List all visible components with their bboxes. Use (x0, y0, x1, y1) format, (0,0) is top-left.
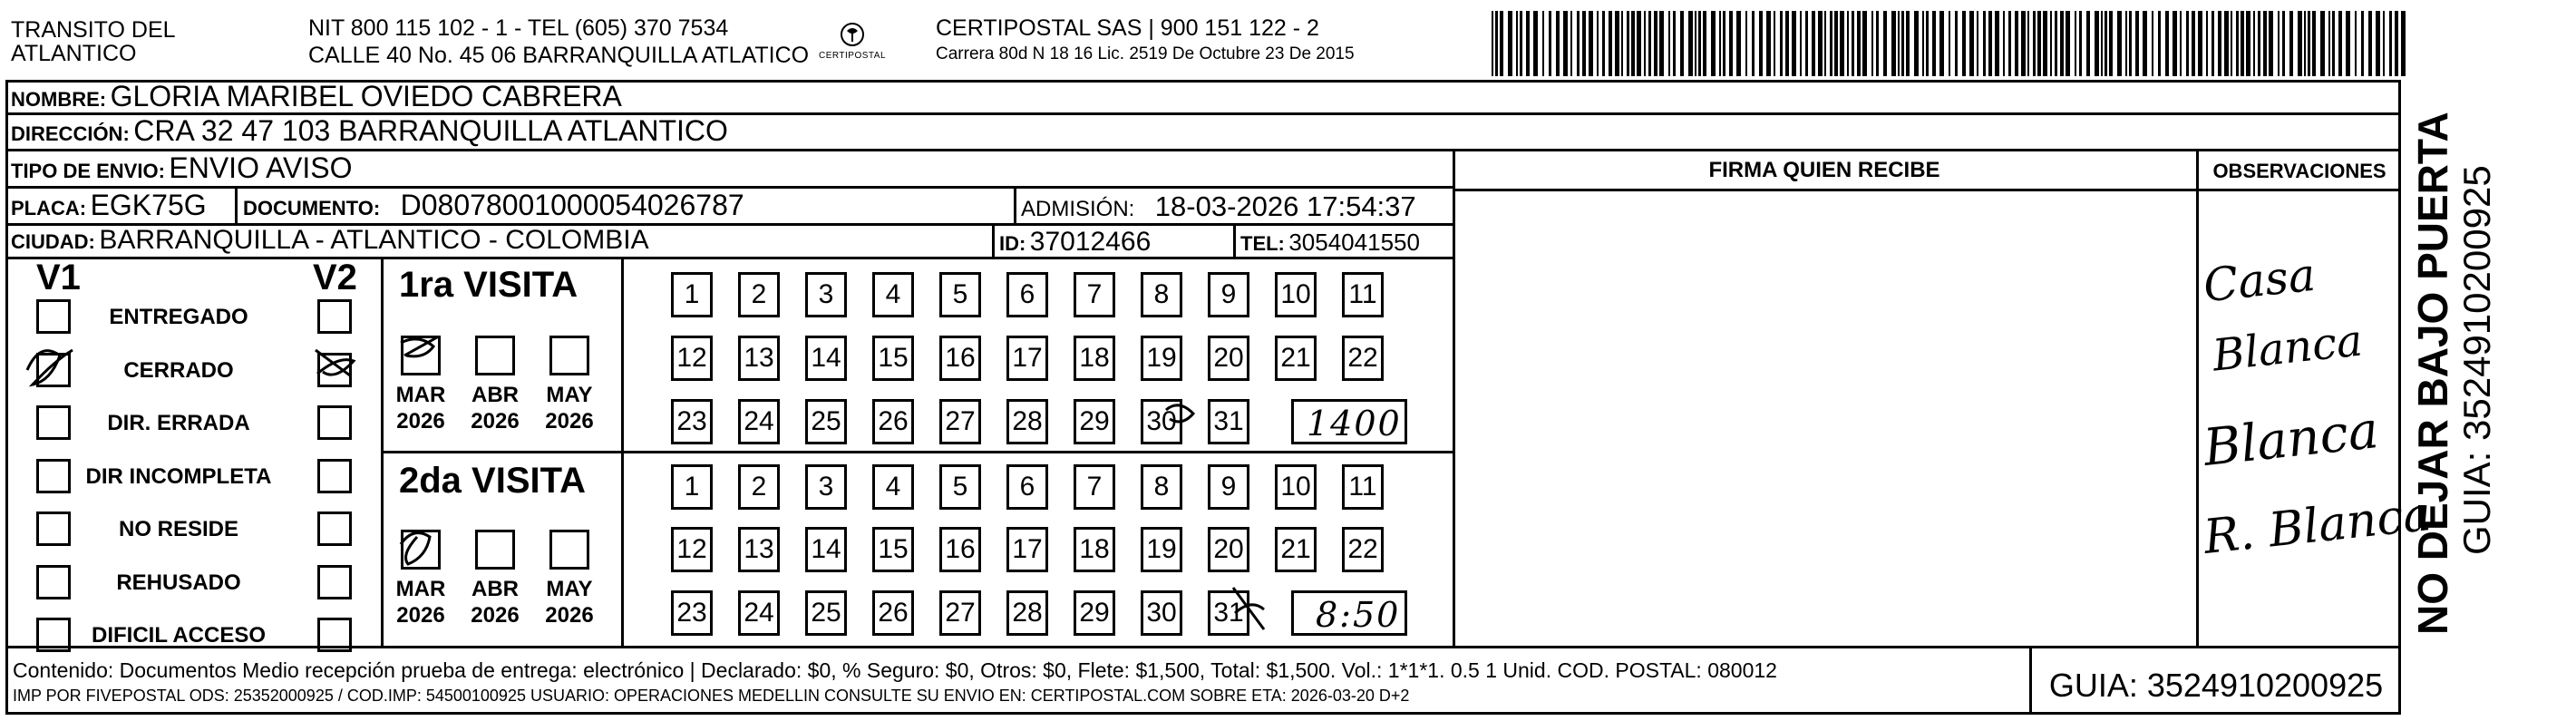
day-box[interactable]: 11 (1342, 272, 1384, 317)
license-line: Carrera 80d N 18 16 Lic. 2519 De Octubre 23 De 2015 (936, 44, 1355, 64)
day-box[interactable]: 17 (1006, 527, 1048, 572)
month-name: MAR (395, 383, 446, 407)
org-name-line1: TRANSITO DEL (11, 17, 176, 43)
day-box[interactable]: 3 (805, 272, 847, 317)
org-name-line2: ATLANTICO (11, 41, 137, 67)
reason-label: DIR INCOMPLETA (85, 463, 272, 489)
day-box[interactable]: 5 (939, 272, 981, 317)
reason-label: NO RESIDE (118, 517, 239, 541)
day-box[interactable]: 12 (671, 336, 713, 381)
day-box[interactable]: 6 (1006, 464, 1048, 510)
documento-value: D08078001000054026787 (400, 189, 744, 221)
observaciones-label: OBSERVACIONES (2212, 160, 2386, 182)
day-box[interactable]: 21 (1275, 527, 1317, 572)
reason-label: CERRADO (123, 357, 234, 383)
no-dejar-bajo-puerta: NO DEJAR BAJO PUERTA (2409, 112, 2456, 635)
day-box[interactable]: 25 (805, 590, 847, 636)
logo-text: CERTIPOSTAL (818, 51, 887, 61)
day-box[interactable]: 22 (1342, 336, 1384, 381)
month-name: ABR (471, 577, 519, 601)
day-box[interactable]: 24 (738, 590, 780, 636)
day-box[interactable]: 26 (872, 590, 914, 636)
day-box[interactable]: 16 (939, 527, 981, 572)
nombre-label: NOMBRE: (11, 88, 107, 111)
day-box[interactable]: 19 (1141, 527, 1182, 572)
day-box[interactable]: 18 (1074, 527, 1115, 572)
day-box[interactable]: 27 (939, 399, 981, 444)
reason-label: REHUSADO (116, 570, 241, 595)
admision-label: ADMISIÓN: (1021, 197, 1135, 221)
day-box[interactable]: 15 (872, 336, 914, 381)
id-value: 37012466 (1029, 227, 1152, 257)
month-name: ABR (471, 383, 519, 407)
day-box[interactable]: 14 (805, 336, 847, 381)
day-box[interactable]: 14 (805, 527, 847, 572)
month-year: 2026 (396, 408, 445, 434)
day-box[interactable]: 22 (1342, 527, 1384, 572)
day-box[interactable]: 1 (671, 464, 713, 510)
direccion-label: DIRECCIÓN: (11, 122, 130, 145)
day-box[interactable]: 12 (671, 527, 713, 572)
day-box[interactable]: 20 (1208, 336, 1249, 381)
day-box[interactable]: 23 (671, 590, 713, 636)
day-box[interactable]: 15 (872, 527, 914, 572)
obs-handwriting-line: R. Blanca (2201, 487, 2435, 565)
admision-value: 18-03-2026 17:54:37 (1154, 190, 1416, 222)
reason-label: DIR. ERRADA (107, 411, 250, 435)
v1-label: V1 (36, 258, 81, 297)
footer-imp: IMP POR FIVEPOSTAL ODS: 25352000925 / COD.IMP: 54500100925 USUARIO: OPERACIONES MEDELLIN CONSULTE SU ENVIO EN: CERTIPOSTAL.COM SOBRE ETA: 2026-03-20 D+2 (13, 687, 1410, 705)
address-line: CALLE 40 No. 45 06 BARRANQUILLA ATLATICO (308, 43, 810, 69)
month-year: 2026 (545, 602, 594, 628)
day-box[interactable]: 9 (1208, 464, 1249, 510)
ciudad-value: BARRANQUILLA - ATLANTICO - COLOMBIA (99, 225, 649, 255)
ciudad-label: CIUDAD: (11, 230, 95, 253)
day-box[interactable]: 30 (1141, 399, 1182, 444)
tipo-envio-value: ENVIO AVISO (169, 151, 353, 184)
day-box[interactable]: 21 (1275, 336, 1317, 381)
day-box[interactable]: 25 (805, 399, 847, 444)
month-year: 2026 (545, 408, 594, 434)
tipo-envio-label: TIPO DE ENVIO: (11, 160, 165, 182)
company-line: CERTIPOSTAL SAS | 900 151 122 - 2 (936, 15, 1319, 41)
day-box[interactable]: 26 (872, 399, 914, 444)
day-box[interactable]: 5 (939, 464, 981, 510)
placa-label: PLACA: (11, 197, 87, 219)
month-year: 2026 (471, 602, 520, 628)
day-box[interactable]: 10 (1275, 272, 1317, 317)
day-box[interactable]: 20 (1208, 527, 1249, 572)
side-guia: GUIA: 3524910200925 (2455, 165, 2498, 555)
day-box[interactable]: 13 (738, 527, 780, 572)
day-box[interactable]: 6 (1006, 272, 1048, 317)
id-label: ID: (999, 232, 1026, 255)
month-name: MAR (395, 577, 446, 601)
day-box[interactable]: 9 (1208, 272, 1249, 317)
visita1-time: 1400 (1307, 404, 1402, 443)
day-box[interactable]: 31 (1208, 399, 1249, 444)
day-box[interactable]: 8 (1141, 272, 1182, 317)
day-box[interactable]: 10 (1275, 464, 1317, 510)
footer-contenido: Contenido: Documentos Medio recepción prueba de entrega: electrónico | Declarado: $0, % Seguro: $0, Otros: $0, Flete: $1,500, Total: $1,500. Vol.: 1*1*1. 0.5 1 Unid. COD. POSTAL: 080012 (13, 658, 1777, 682)
v2-label: V2 (313, 258, 357, 297)
day-box[interactable]: 16 (939, 336, 981, 381)
obs-handwriting-line: Casa (2201, 248, 2318, 313)
day-box[interactable]: 2 (738, 464, 780, 510)
day-box[interactable]: 24 (738, 399, 780, 444)
day-box[interactable]: 28 (1006, 590, 1048, 636)
month-name: MAY (546, 577, 593, 601)
day-box[interactable]: 8 (1141, 464, 1182, 510)
day-box[interactable]: 31 (1208, 590, 1249, 636)
day-box[interactable]: 13 (738, 336, 780, 381)
nombre-value: GLORIA MARIBEL OVIEDO CABRERA (110, 80, 622, 112)
visita2-title: 2da VISITA (399, 461, 586, 501)
month-name: MAY (546, 383, 593, 407)
placa-value: EGK75G (90, 189, 207, 221)
day-box[interactable]: 4 (872, 464, 914, 510)
footer-guia: GUIA: 3524910200925 (2048, 667, 2384, 704)
day-box[interactable]: 3 (805, 464, 847, 510)
day-box[interactable]: 17 (1006, 336, 1048, 381)
day-box[interactable]: 29 (1074, 590, 1115, 636)
day-box[interactable]: 23 (671, 399, 713, 444)
day-box[interactable]: 2 (738, 272, 780, 317)
obs-handwriting-line: Blanca (2201, 401, 2382, 478)
day-box[interactable]: 4 (872, 272, 914, 317)
reason-label: ENTREGADO (109, 305, 248, 329)
day-box[interactable]: 7 (1074, 464, 1115, 510)
month-year: 2026 (396, 602, 445, 628)
reason-label: DIFICIL ACCESO (91, 623, 266, 648)
nit-line: NIT 800 115 102 - 1 - TEL (605) 370 7534 (308, 15, 729, 41)
tel-label: TEL: (1240, 232, 1285, 255)
documento-label: DOCUMENTO: (243, 197, 381, 219)
direccion-value: CRA 32 47 103 BARRANQUILLA ATLANTICO (133, 114, 728, 147)
day-box[interactable]: 30 (1141, 590, 1182, 636)
month-year: 2026 (471, 408, 520, 434)
day-box[interactable]: 11 (1342, 464, 1384, 510)
day-box[interactable]: 28 (1006, 399, 1048, 444)
obs-handwriting-line: Blanca (2210, 315, 2366, 382)
day-box[interactable]: 7 (1074, 272, 1115, 317)
day-box[interactable]: 18 (1074, 336, 1115, 381)
visita2-time: 8:50 (1316, 595, 1401, 635)
day-box[interactable]: 27 (939, 590, 981, 636)
day-box[interactable]: 19 (1141, 336, 1182, 381)
firma-label: FIRMA QUIEN RECIBE (1708, 158, 1940, 182)
day-box[interactable]: 1 (671, 272, 713, 317)
visita1-title: 1ra VISITA (399, 265, 578, 305)
day-box[interactable]: 29 (1074, 399, 1115, 444)
tel-value: 3054041550 (1288, 229, 1420, 256)
